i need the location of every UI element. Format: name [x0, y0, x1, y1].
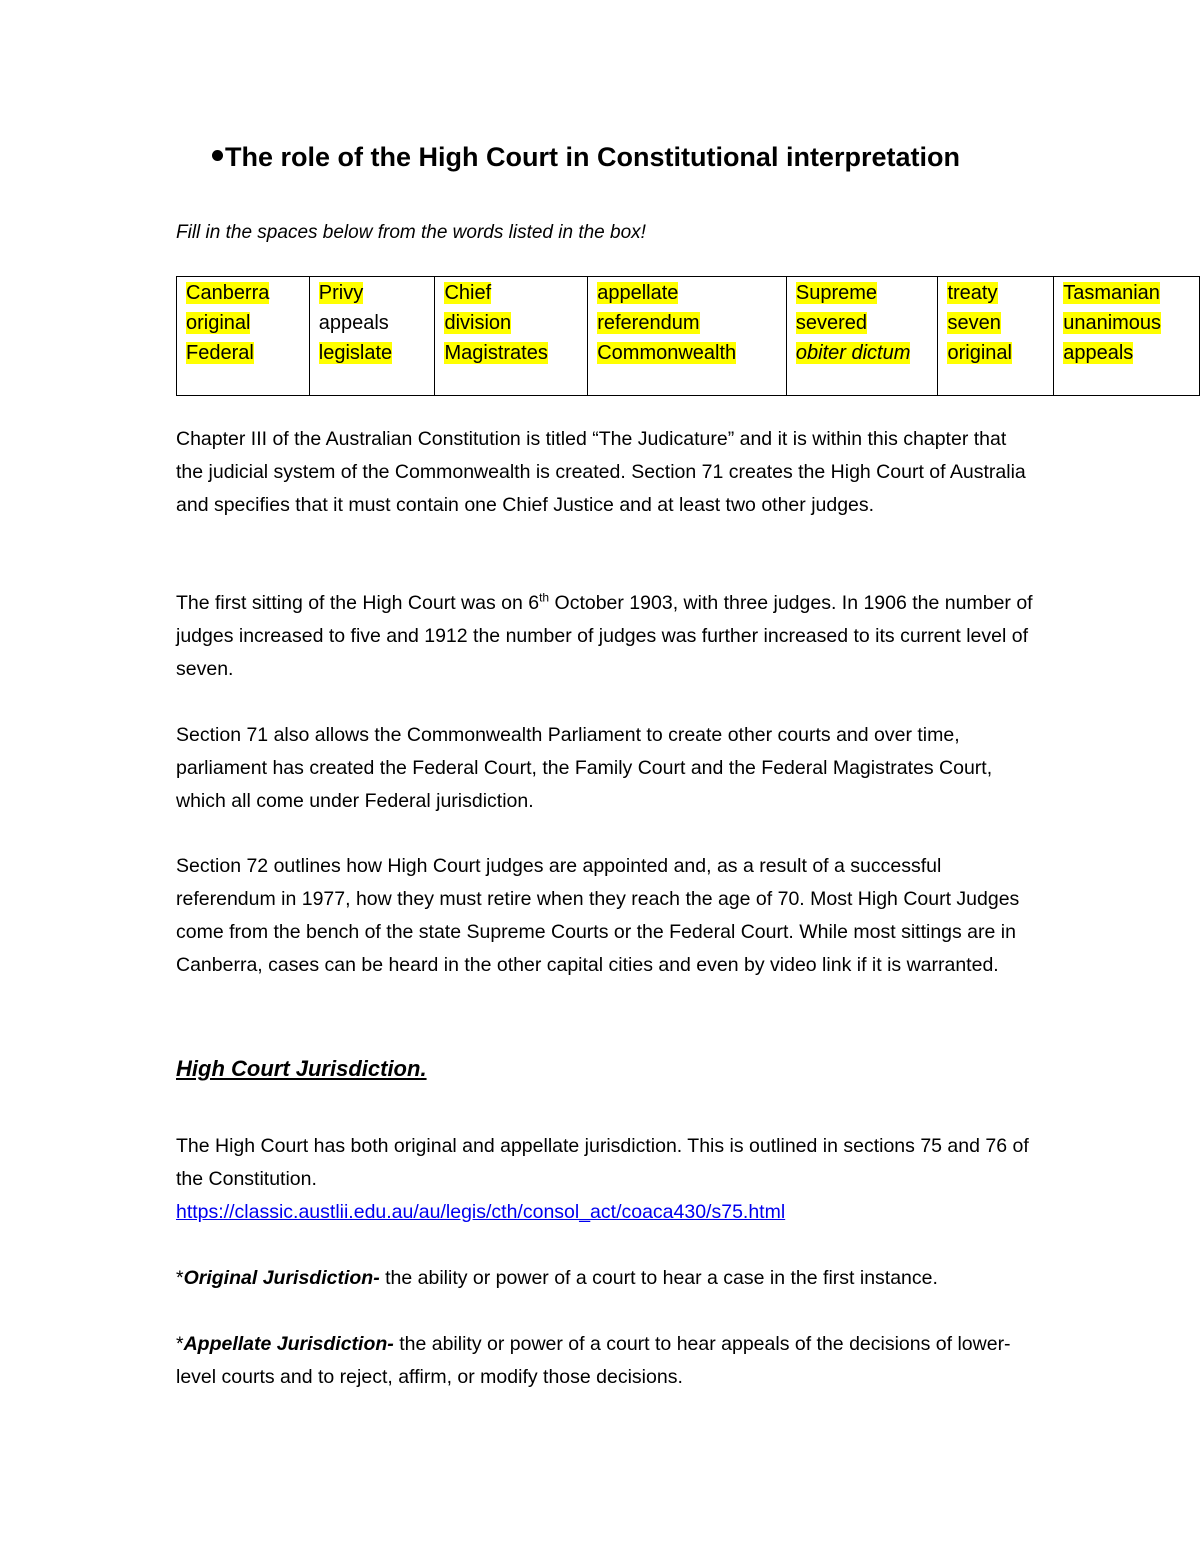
section-heading: High Court Jurisdiction. [176, 1056, 427, 1081]
word-box-cell [435, 337, 588, 396]
word-box-word: appeals [318, 312, 389, 334]
word-box-cell [309, 277, 435, 308]
word-box-cell [309, 307, 435, 337]
word-box-word: original [947, 342, 1012, 364]
word-box-word: Federal [186, 342, 254, 364]
word-box-word: legislate [318, 342, 393, 364]
word-box-cell [786, 307, 938, 337]
word-box-word: Tasmanian [1063, 282, 1160, 304]
word-box-word: seven [947, 312, 1001, 334]
word-box-row [177, 277, 1200, 308]
definition-original-jurisdiction: *Original Jurisdiction- the ability or power of a court to hear a case in the first instance. [176, 1267, 938, 1289]
page-title: The role of the High Court in Constitutional interpretation [212, 142, 1012, 173]
bullet-icon [212, 150, 223, 161]
word-box-word: severed [795, 312, 868, 334]
word-box-table [176, 276, 1200, 396]
word-box-cell [177, 337, 310, 396]
word-box-word: appeals [1063, 342, 1134, 364]
paragraph-first-sitting: The first sitting of the High Court was on 6th October 1903, with three judges. In 1906 the number of judges increased to five and 1912 the number of judges was further increased to its current level of seven. [176, 590, 1033, 680]
word-box-cell [177, 307, 310, 337]
word-box-word: referendum [597, 312, 700, 334]
definition-appellate-jurisdiction: *Appellate Jurisdiction- the ability or power of a court to hear appeals of the decisions of lower-level courts and to reject, affirm, or modify those decisions. [176, 1333, 1011, 1388]
word-box-cell [435, 277, 588, 308]
word-box-word: obiter dictum [795, 342, 911, 364]
word-box-row [177, 307, 1200, 337]
word-box-word: appellate [597, 282, 679, 304]
word-box-cell [938, 307, 1054, 337]
austlii-link[interactable]: https://classic.austlii.edu.au/au/legis/cth/consol_act/coaca430/s75.html [176, 1201, 786, 1223]
word-box-cell [435, 307, 588, 337]
paragraph-jurisdiction: The High Court has both original and appellate jurisdiction. This is outlined in sections 75 and 76 of the Constitution. https://classic.austlii.edu.au/au/legis/cth/consol_act/coaca430/s75.html [176, 1135, 1029, 1223]
word-box-word: Chief [444, 282, 492, 304]
word-box-word: Supreme [795, 282, 878, 304]
word-box-cell [938, 337, 1054, 396]
word-box-row [177, 337, 1200, 396]
word-box-cell [588, 337, 787, 396]
word-box-cell [588, 277, 787, 308]
paragraph-section-71: Section 71 also allows the Commonwealth Parliament to create other courts and over time, parliament has created the Federal Court, the Family Court and the Federal Magistrates Court, which all come under Federal jurisdiction. [176, 724, 993, 812]
word-box-word: unanimous [1063, 312, 1162, 334]
word-box-word: treaty [947, 282, 998, 304]
word-box-cell [309, 337, 435, 396]
word-box-word: Privy [318, 282, 364, 304]
word-box-word: original [186, 312, 251, 334]
word-box-cell [786, 337, 938, 396]
word-box-cell [1054, 307, 1200, 337]
paragraph-chapter-iii: Chapter III of the Australian Constitution is titled “The Judicature” and it is within this chapter that the judicial system of the Commonwealth is created. Section 71 creates the High Court of Australia and specifies that it must contain one Chief Justice and at least two other judges. [176, 428, 1026, 516]
word-box-word: Commonwealth [597, 342, 737, 364]
word-box-cell [1054, 277, 1200, 308]
word-box-cell [786, 277, 938, 308]
instruction-text: Fill in the spaces below from the words listed in the box! [176, 222, 646, 243]
word-box-cell [588, 307, 787, 337]
word-box-cell [177, 277, 310, 308]
word-box-cell [938, 277, 1054, 308]
paragraph-section-72: Section 72 outlines how High Court judges are appointed and, as a result of a successful referendum in 1977, how they must retire when they reach the age of 70. Most High Court Judges come from the bench of the state Supreme Courts or the Federal Court. While most sittings are in Canberra, cases can be heard in the other capital cities and even by video link if it is warranted. [176, 855, 1020, 976]
word-box-cell [1054, 337, 1200, 396]
word-box-word: Magistrates [444, 342, 548, 364]
word-box-word: Canberra [186, 282, 270, 304]
word-box-word: division [444, 312, 512, 334]
